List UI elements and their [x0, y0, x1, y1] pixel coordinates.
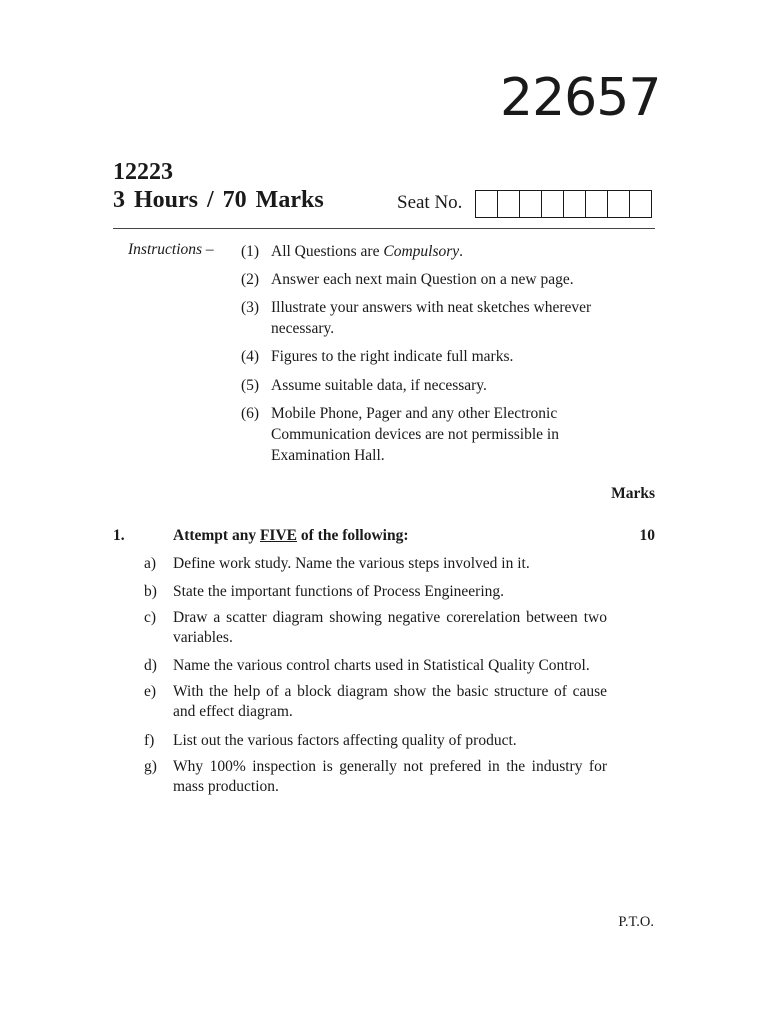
marks-column-heading: Marks — [611, 485, 655, 502]
part-text: Why 100% inspection is generally not prefered in the industry for mass production. — [173, 758, 607, 795]
instruction-text: Mobile Phone, Pager and any other Electronic Communication devices are not permissible in Examination Hall. — [271, 405, 559, 464]
instruction-item — [241, 346, 621, 367]
instruction-item — [241, 297, 621, 339]
question-marks: 10 — [639, 527, 655, 544]
seat-digit-box — [498, 191, 520, 217]
question-part — [144, 757, 614, 797]
question-part — [144, 682, 614, 722]
seat-digit-box — [564, 191, 586, 217]
question-part — [144, 656, 614, 676]
instruction-item — [241, 375, 621, 396]
part-text: List out the various factors affecting quality of product. — [173, 732, 517, 749]
duration-marks: 3 Hours / 70 Marks — [113, 187, 324, 213]
paper-code: 22657 — [500, 68, 661, 128]
part-text: Define work study. Name the various steps involved in it. — [173, 555, 530, 572]
seat-number-boxes — [475, 190, 652, 218]
instruction-item — [241, 269, 621, 290]
instruction-text: All Questions are Compulsory. — [271, 243, 464, 260]
instruction-number: (6) — [241, 405, 260, 422]
subject-code: 12223 — [113, 159, 173, 185]
seat-digit-box — [586, 191, 608, 217]
part-label: a) — [144, 555, 157, 572]
part-label: b) — [144, 583, 157, 600]
instruction-item — [241, 403, 621, 466]
page-turn-over-note: P.T.O. — [618, 914, 654, 930]
instruction-number: (3) — [241, 299, 260, 316]
instruction-item — [241, 241, 621, 262]
seat-digit-box — [630, 191, 651, 217]
part-label: c) — [144, 609, 157, 626]
part-label: g) — [144, 758, 157, 775]
question-part — [144, 554, 614, 574]
part-text: With the help of a block diagram show the basic structure of cause and effect diagram. — [173, 683, 607, 720]
header-divider — [113, 228, 655, 229]
question-part — [144, 582, 614, 602]
part-label: e) — [144, 683, 157, 700]
question-part — [144, 608, 614, 648]
instruction-number: (1) — [241, 243, 260, 260]
instruction-number: (2) — [241, 271, 260, 288]
seat-digit-box — [542, 191, 564, 217]
seat-digit-box — [476, 191, 498, 217]
part-label: f) — [144, 732, 155, 749]
part-text: Draw a scatter diagram showing negative corerelation between two variables. — [173, 609, 607, 646]
instruction-text: Answer each next main Question on a new page. — [271, 271, 574, 288]
question-number: 1. — [113, 527, 125, 544]
part-label: d) — [144, 657, 157, 674]
instruction-text: Illustrate your answers with neat sketches wherever necessary. — [271, 299, 592, 337]
question-part — [144, 731, 614, 751]
seat-digit-box — [608, 191, 630, 217]
part-text: State the important functions of Process Engineering. — [173, 583, 505, 600]
question-title: Attempt any FIVE of the following: — [173, 527, 409, 544]
instruction-text: Figures to the right indicate full marks. — [271, 348, 514, 365]
instruction-number: (5) — [241, 377, 260, 394]
instruction-number: (4) — [241, 348, 260, 365]
instructions-label: Instructions – — [128, 241, 214, 258]
instruction-text: Assume suitable data, if necessary. — [271, 377, 487, 394]
seat-digit-box — [520, 191, 542, 217]
part-text: Name the various control charts used in Statistical Quality Control. — [173, 657, 590, 674]
seat-number-label: Seat No. — [397, 192, 463, 213]
